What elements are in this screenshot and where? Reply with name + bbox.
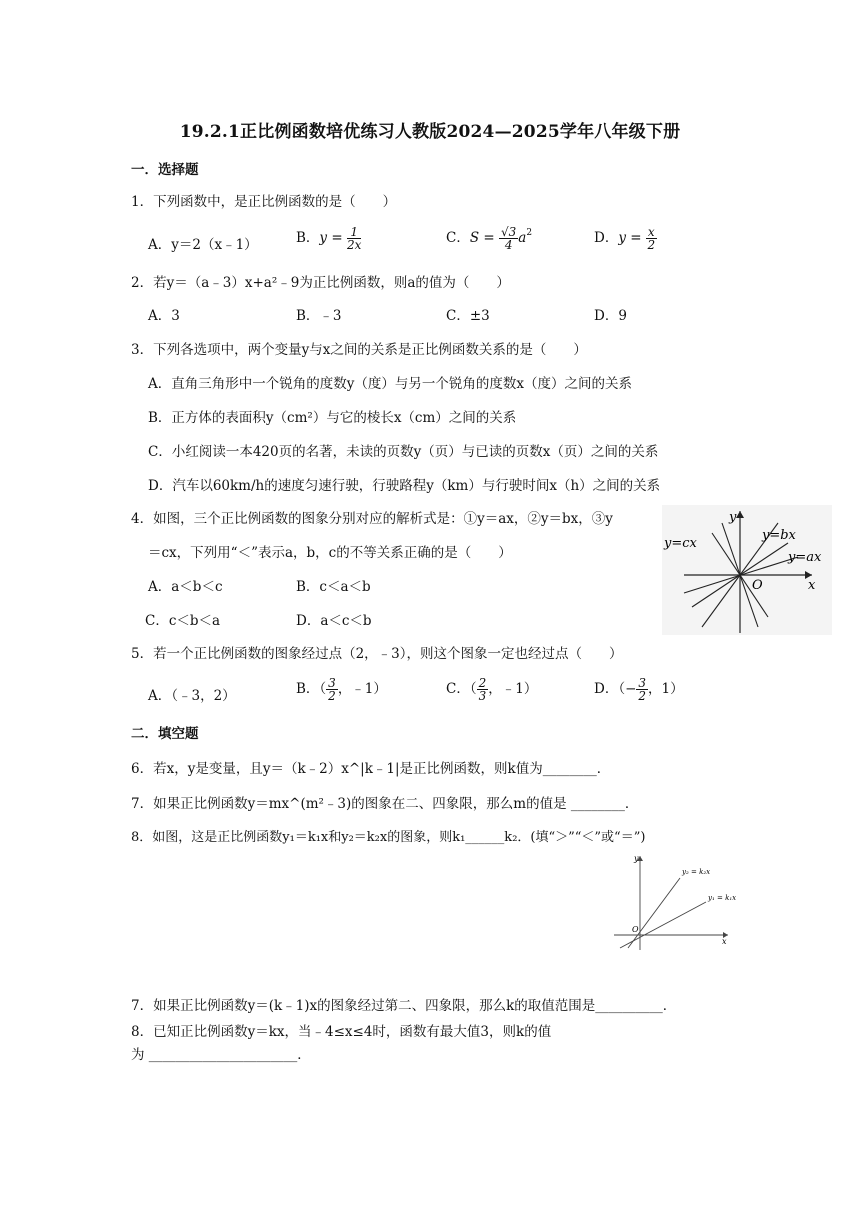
fraction-1-over-2x: $\frac{1}{2x}$: [346, 225, 362, 252]
fraction-x-over-2: $\frac{x}{2}$: [647, 225, 656, 252]
question-4-option-a: A．a＜b＜c: [148, 579, 223, 595]
graph-origin-label: O: [632, 925, 639, 934]
fraction-2-over-3: $\frac{2}{3}$: [478, 676, 487, 703]
option-b-prefix: B．（: [296, 681, 327, 697]
graph-x-label: x: [808, 578, 816, 593]
question-3-option-a: A．直角三角形中一个锐角的度数y（度）与另一个锐角的度数x（度）之间的关系: [148, 376, 632, 392]
question-4-option-b: B．c＜a＜b: [296, 579, 371, 595]
question-1-stem: 1．下列函数中，是正比例函数的是（ ）: [131, 194, 397, 210]
question-4-stem-line2: ＝cx，下列用“＜”表示a，b，c的不等关系正确的是（ ）: [148, 545, 512, 561]
question-2-option-a: A．3: [148, 308, 180, 324]
question-7a: 7．如果正比例函数y＝mx^(m²﹣3)的图象在二、四象限，那么m的值是 ________．: [131, 796, 639, 812]
question-1-option-a: A．y＝2（x﹣1）: [148, 237, 258, 253]
section-heading-fill: 二．填空题: [131, 726, 199, 742]
graph-y-label: y: [729, 510, 737, 525]
question-8b-line2: 为 ______________________．: [131, 1047, 311, 1063]
option-d-prefix: D．（: [594, 681, 626, 697]
question-5-option-c: [446, 677, 537, 702]
fraction-sqrt3-over-4: $\frac{√3}{4}$: [501, 225, 517, 252]
option-d-suffix: ，1）: [648, 681, 684, 697]
question-8-graph: [610, 852, 737, 952]
question-5-stem: 5．若一个正比例函数的图象经过点（2，﹣3），则这个图象一定也经过点（ ）: [131, 646, 623, 662]
question-1-option-d: D．y = $\frac{x}{2}$: [594, 225, 656, 252]
graph-label-ax: y=ax: [788, 550, 822, 565]
option-b-suffix: ，﹣1）: [337, 681, 387, 697]
option-d-label: D．: [594, 230, 619, 246]
question-5-option-d: D．（− $\frac{3}{2}$ ，1）: [594, 676, 684, 703]
question-4-option-c: C．c＜b＜a: [145, 613, 221, 629]
question-8a: 8．如图，这是正比例函数y₁＝k₁x和y₂＝k₂x的图象，则k₁______k₂．(填“＞”“＜”或“＝”): [131, 830, 646, 845]
question-7b: 7．如果正比例函数y＝(k﹣1)x的图象经过第二、四象限，那么k的取值范围是__________．: [131, 998, 677, 1014]
question-8b-line1: 8．已知正比例函数y＝kx，当﹣4≤x≤4时，函数有最大值3，则k的值: [131, 1024, 552, 1040]
option-c-suffix: ，﹣1）: [488, 681, 538, 697]
section-heading-choice: 一．选择题: [131, 162, 199, 178]
graph-origin-label: O: [752, 578, 763, 593]
option-c-prefix: C．（: [446, 681, 477, 697]
question-1-option-c: C．S = $\frac{√3}{4}$ $a^2$: [446, 225, 533, 252]
question-5-option-b: [296, 677, 387, 702]
question-2-option-c: C．±3: [446, 308, 490, 324]
question-3-option-c: C．小红阅读一本420页的名著，未读的页数y（页）与已读的页数x（页）之间的关系: [148, 444, 659, 460]
graph-x-label: x: [722, 937, 727, 946]
question-1-option-b: B．y = $\frac{1}{2x}$: [296, 225, 362, 252]
question-6: 6．若x，y是变量，且y＝（k﹣2）x^|k﹣1|是正比例函数，则k值为________．: [131, 761, 611, 777]
fraction-3-over-2: $\frac{3}{2}$: [328, 676, 336, 703]
question-3-stem: 3．下列各选项中，两个变量y与x之间的关系是正比例函数关系的是（ ）: [131, 342, 587, 358]
graph-label-y2: y₂ = k₂x: [682, 868, 711, 876]
graph-y-label: y: [634, 854, 639, 863]
question-2-option-d: D．9: [594, 308, 627, 324]
fraction-neg-3-over-2: $\frac{3}{2}$: [638, 676, 647, 703]
question-3-option-b: B．正方体的表面积y（cm²）与它的棱长x（cm）之间的关系: [148, 410, 517, 426]
page-title: 19.2.1正比例函数培优练习人教版2024—2025学年八年级下册: [179, 122, 681, 142]
question-3-option-d: D．汽车以60km/h的速度匀速行驶，行驶路程y（km）与行驶时间x（h）之间的关系: [148, 478, 661, 494]
graph-label-cx: y=cx: [664, 536, 697, 551]
option-b-label: B．: [296, 230, 320, 246]
question-5-option-a: A．（﹣3，2）: [148, 688, 236, 704]
option-c-label: C．: [446, 230, 470, 246]
question-4-option-d: D．a＜c＜b: [296, 613, 372, 629]
question-4-graph: [662, 505, 832, 635]
question-2-stem: 2．若y＝（a﹣3）x+a²﹣9为正比例函数，则a的值为（ ）: [131, 275, 510, 291]
graph-label-bx: y=bx: [762, 528, 796, 543]
question-4-stem-line1: 4．如图，三个正比例函数的图象分别对应的解析式是：①y＝ax，②y＝bx，③y: [131, 511, 613, 527]
graph-label-y1: y₁ = k₁x: [708, 894, 737, 902]
question-2-option-b: B．﹣3: [296, 308, 342, 324]
line-y2: [628, 878, 680, 948]
